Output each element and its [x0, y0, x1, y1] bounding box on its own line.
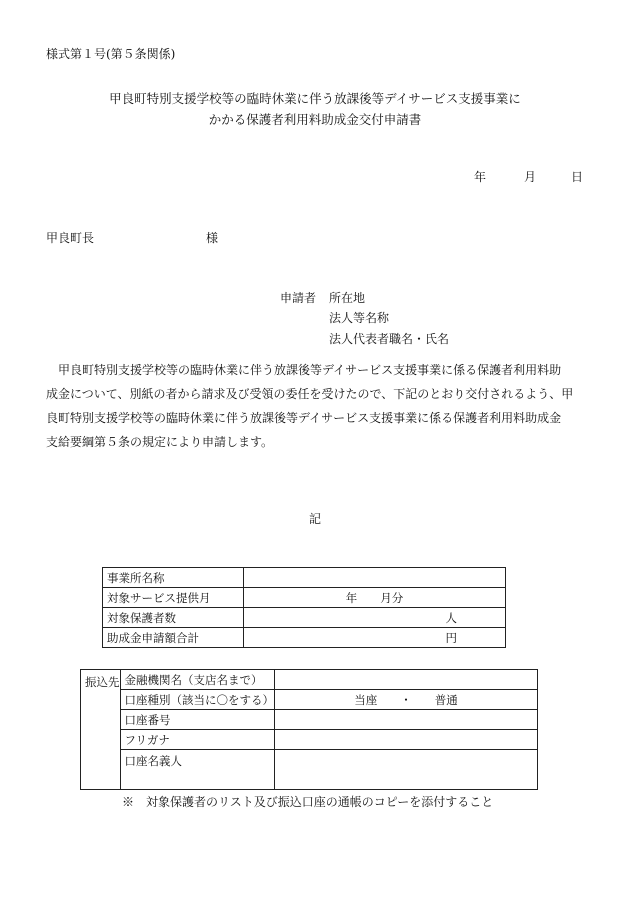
bank-name-value: [275, 670, 538, 690]
holder-value: [275, 750, 538, 790]
table-row: [81, 710, 538, 730]
applicant-representative: 法人代表者職名・氏名: [329, 332, 450, 346]
table-row: [81, 670, 538, 690]
bank-header: 振込先: [81, 670, 121, 790]
body-line-2: 成金について、別紙の者から請求及び受領の委任を受けたので、下記のとおり交付されるよう、甲: [46, 387, 574, 401]
applicant-address: 所在地: [329, 291, 366, 305]
applicant-label: 申請者: [280, 291, 317, 305]
account-type-options: 当座 ・ 普通: [275, 690, 538, 710]
office-name-value: [244, 568, 506, 588]
guardian-count-label: 対象保護者数: [103, 608, 244, 628]
table-row: [103, 608, 506, 628]
table-row: [81, 690, 538, 710]
service-month-value: 年 月分: [244, 588, 506, 608]
applicant-corp-name: 法人等名称: [329, 311, 390, 325]
furigana-label: フリガナ: [120, 730, 275, 750]
form-number: 様式第１号(第５条関係): [46, 47, 176, 61]
table-row: [103, 588, 506, 608]
table-row: [81, 730, 538, 750]
date-day: 日: [571, 170, 584, 184]
application-body: [46, 358, 584, 454]
account-number-value: [275, 710, 538, 730]
account-number-label: 口座番号: [120, 710, 275, 730]
guardian-count-unit: 人: [244, 608, 506, 628]
service-month-label: 対象サービス提供月: [103, 588, 244, 608]
addressee-honorific: 様: [206, 231, 219, 245]
holder-label: 口座名義人: [120, 750, 275, 790]
date-month: 月: [524, 170, 537, 184]
title-line-1: 甲良町特別支援学校等の臨時休業に伴う放課後等デイサービス支援事業に: [109, 91, 521, 106]
ki-heading: 記: [309, 512, 322, 526]
title-line-2: かかる保護者利用料助成金交付申請書: [208, 112, 422, 127]
footnote: ※ 対象保護者のリスト及び振込口座の通帳のコピーを添付すること: [122, 795, 494, 809]
body-line-3: 良町特別支援学校等の臨時休業に伴う放課後等デイサービス支援事業に係る保護者利用料助成金: [46, 411, 562, 425]
office-name-label: 事業所名称: [103, 568, 244, 588]
date-year: 年: [474, 170, 487, 184]
body-line-1: 甲良町特別支援学校等の臨時休業に伴う放課後等デイサービス支援事業に係る保護者利用料助: [46, 363, 562, 377]
account-type-label: 口座種別（該当に〇をする）: [120, 690, 275, 710]
table-row: [103, 568, 506, 588]
table-row: [103, 628, 506, 648]
summary-table: [102, 567, 506, 648]
total-label: 助成金申請額合計: [103, 628, 244, 648]
bank-table: [80, 669, 538, 790]
body-line-4: 支給要綱第５条の規定により申請します。: [46, 435, 274, 449]
table-row: [81, 750, 538, 790]
bank-name-label: 金融機関名（支店名まで）: [120, 670, 275, 690]
addressee-name: 甲良町長: [46, 231, 95, 245]
furigana-value: [275, 730, 538, 750]
total-unit: 円: [244, 628, 506, 648]
